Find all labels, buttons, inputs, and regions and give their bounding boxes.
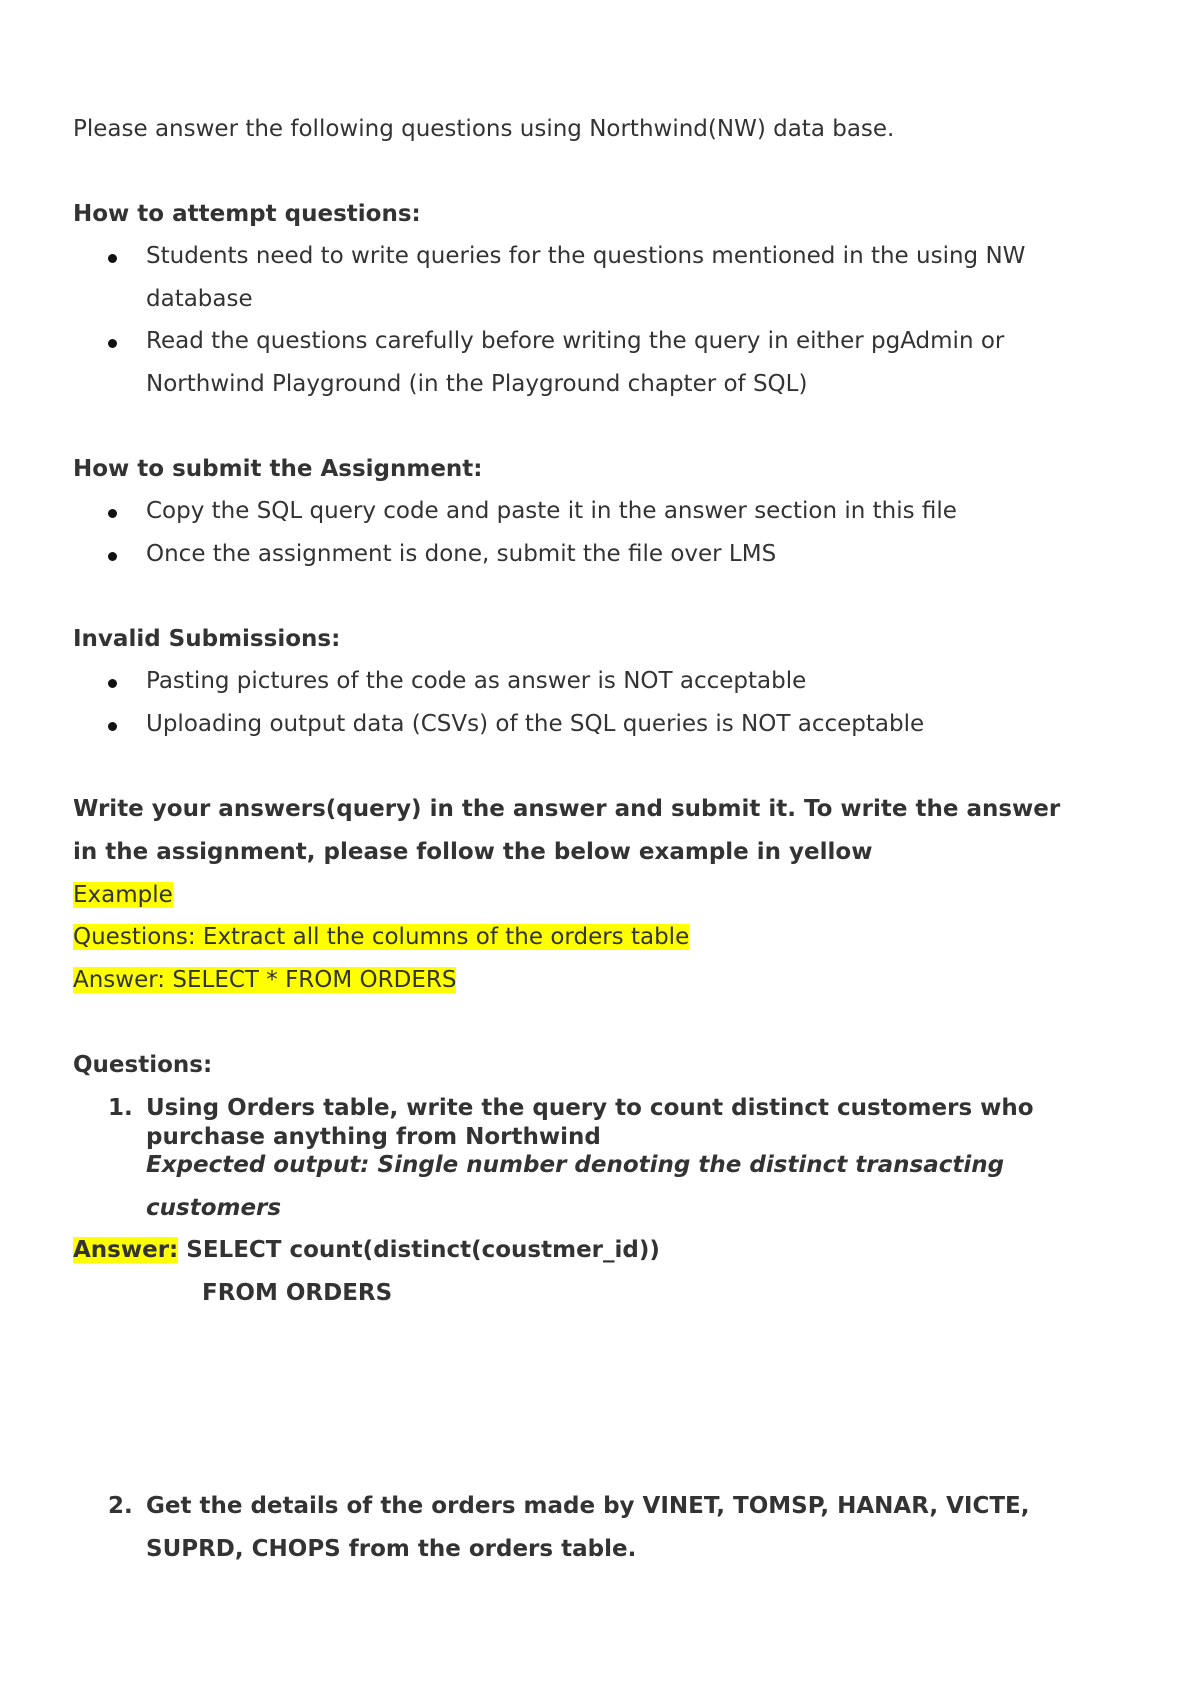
attempt-item-1-line2: database xyxy=(146,286,253,312)
attempt-item-1-line1: Students need to write queries for the questions mentioned in the using NW xyxy=(146,243,1026,269)
attempt-heading: How to attempt questions: xyxy=(73,201,421,227)
bullet-icon xyxy=(108,254,117,263)
bullet-icon xyxy=(108,679,117,688)
questions-heading: Questions: xyxy=(73,1052,213,1078)
example-question: Questions: Extract all the columns of the orders table xyxy=(73,924,690,950)
instructions-line2: in the assignment, please follow the below example in yellow xyxy=(73,839,873,865)
question-2-number: 2. xyxy=(108,1493,133,1519)
invalid-item-1: Pasting pictures of the code as answer is NOT acceptable xyxy=(146,668,807,694)
example-answer: Answer: SELECT * FROM ORDERS xyxy=(73,967,457,993)
question-2-line2: SUPRD, CHOPS from the orders table. xyxy=(146,1536,637,1562)
question-1-expected-line1: Expected output: Single number denoting the distinct transacting xyxy=(146,1152,1005,1178)
invalid-item-2: Uploading output data (CSVs) of the SQL queries is NOT acceptable xyxy=(146,711,925,737)
bullet-icon xyxy=(108,552,117,561)
attempt-item-2-line1: Read the questions carefully before writing the query in either pgAdmin or xyxy=(146,328,1005,354)
instructions-line1: Write your answers(query) in the answer and submit it. To write the answer xyxy=(73,796,1061,822)
bullet-icon xyxy=(108,509,117,518)
intro-text: Please answer the following questions using Northwind(NW) data base. xyxy=(73,116,895,142)
question-1-line1: Using Orders table, write the query to count distinct customers who xyxy=(146,1095,1034,1121)
question-2-line1: Get the details of the orders made by VINET, TOMSP, HANAR, VICTE, xyxy=(146,1493,1030,1519)
answer-1-label: Answer: xyxy=(73,1237,179,1263)
bullet-icon xyxy=(108,339,117,348)
example-label: Example xyxy=(73,882,173,908)
attempt-item-2-line2: Northwind Playground (in the Playground chapter of SQL) xyxy=(146,371,808,397)
submit-heading: How to submit the Assignment: xyxy=(73,456,483,482)
question-1-number: 1. xyxy=(108,1095,133,1121)
question-1-line2: purchase anything from Northwind xyxy=(146,1124,601,1150)
bullet-icon xyxy=(108,722,117,731)
invalid-heading: Invalid Submissions: xyxy=(73,626,341,652)
answer-1-line2: FROM ORDERS xyxy=(202,1280,393,1306)
question-1-expected-line2: customers xyxy=(146,1195,282,1221)
answer-1-line1: SELECT count(distinct(coustmer_id)) xyxy=(186,1237,660,1263)
submit-item-2: Once the assignment is done, submit the file over LMS xyxy=(146,541,777,567)
submit-item-1: Copy the SQL query code and paste it in the answer section in this file xyxy=(146,498,957,524)
